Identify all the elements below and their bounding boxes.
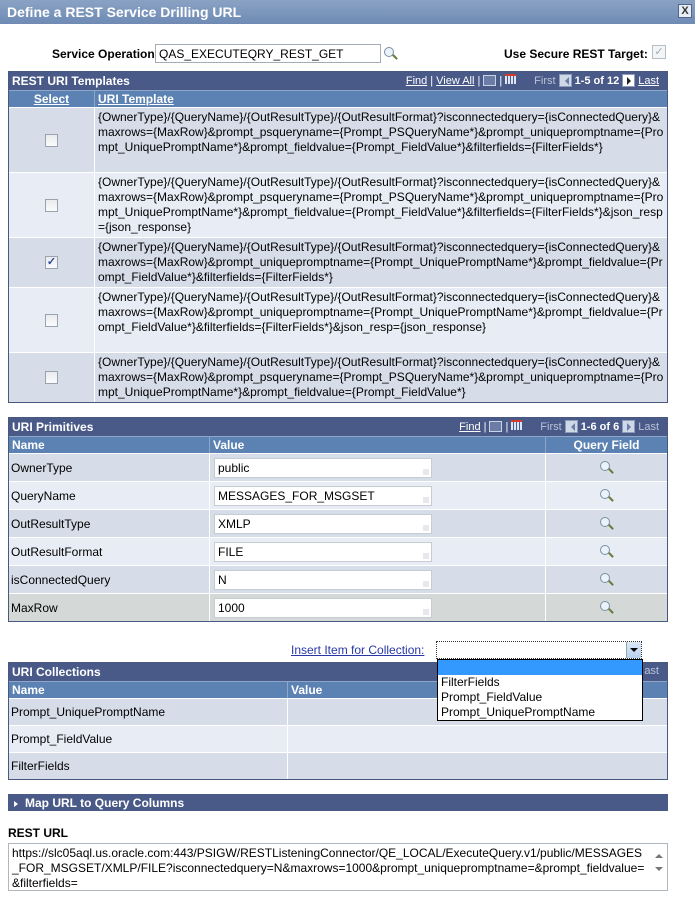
previous-arrow-icon[interactable]	[565, 420, 578, 433]
find-link[interactable]: Find	[405, 74, 428, 87]
expand-triangle-icon	[14, 801, 21, 807]
find-link[interactable]: Find	[459, 420, 481, 433]
uri-template-text: {OwnerType}/{QueryName}/{OutResultType}/{OutResultFormat}?isconnectedquery={isConnectedQuery}&maxrows={MaxRow}&prompt_uniquepromptname={Prompt_UniquePromptName*}&prompt_fieldvalue={Prompt_FieldValue*}&filterfields={FilterFields*}&json_resp={json_response}	[98, 290, 663, 334]
rest-url-value: https://slc05aql.us.oracle.com:443/PSIGW/RESTListeningConnector/QE_LOCAL/ExecuteQuery.v1/public/MESSAGES_FOR_MSGSET/XMLP/FILE?isconnectedquery=N&maxrows=1000&prompt_uniquepromptname=&prompt_fieldvalue=&filterfields=	[12, 846, 645, 890]
textarea-scrollbar[interactable]	[652, 845, 666, 889]
primitive-name: OutResultFormat	[9, 538, 210, 565]
chevron-down-icon[interactable]	[626, 642, 641, 658]
dropdown-option[interactable]: Prompt_FieldValue	[441, 690, 543, 704]
zoom-grid-icon[interactable]	[489, 421, 502, 432]
row-count: 1-5 of 12	[574, 74, 620, 87]
next-arrow-icon[interactable]	[622, 420, 635, 433]
primitive-row	[9, 593, 667, 621]
template-row	[9, 107, 667, 172]
primitive-name: OwnerType	[9, 454, 210, 481]
dialog-title: Define a REST Service Drilling URL	[7, 4, 242, 20]
grid-title: REST URI Templates	[12, 74, 130, 88]
primitive-name: OutResultType	[9, 510, 210, 537]
primitive-value-input[interactable]: XMLP	[214, 514, 432, 534]
primitive-row	[9, 537, 667, 565]
query-field-lookup-icon[interactable]	[600, 545, 614, 559]
uri-template-text: {OwnerType}/{QueryName}/{OutResultType}/{OutResultFormat}?isconnectedquery={isConnectedQuery}&maxrows={MaxRow}&prompt_psqueryname={Prompt_PSQueryName*}&prompt_uniquepromptname={Prompt_UniquePromptName*}&prompt_fieldvalue={Prompt_FieldValue*}	[98, 355, 664, 399]
column-headers	[9, 90, 667, 107]
query-field-lookup-icon[interactable]	[600, 573, 614, 587]
service-operation-row	[0, 43, 695, 65]
query-field-lookup-icon[interactable]	[600, 489, 614, 503]
select-checkbox[interactable]	[45, 314, 58, 327]
grid-title: URI Collections	[12, 665, 101, 679]
secure-rest-checkbox[interactable]: ✓	[652, 45, 666, 59]
column-value: Value	[210, 437, 546, 453]
query-field-lookup-icon[interactable]	[600, 517, 614, 531]
primitive-row	[9, 565, 667, 593]
select-checkbox[interactable]	[45, 134, 58, 147]
dropdown-option[interactable]: FilterFields	[441, 675, 500, 689]
insert-item-row	[0, 640, 695, 660]
next-arrow-icon[interactable]	[622, 74, 635, 87]
secure-rest-label: Use Secure REST Target:	[504, 47, 648, 61]
primitive-name: isConnectedQuery	[9, 566, 210, 593]
rest-url-label: REST URL	[8, 826, 68, 840]
collection-name: Prompt_FieldValue	[9, 726, 288, 752]
service-operation-input[interactable]: QAS_EXECUTEQRY_REST_GET	[155, 44, 381, 63]
uri-template-text: {OwnerType}/{QueryName}/{OutResultType}/{OutResultFormat}?isconnectedquery={isConnectedQuery}&maxrows={MaxRow}&prompt_uniquepromptname={Prompt_UniquePromptName*}&prompt_fieldvalue={Prompt_FieldValue*}&filterfields={FilterFields*}	[98, 240, 663, 284]
select-checkbox[interactable]	[45, 371, 58, 384]
template-row	[9, 237, 667, 287]
column-select[interactable]: Select	[33, 92, 70, 106]
uri-primitives-grid	[8, 417, 668, 622]
scroll-up-icon[interactable]	[655, 850, 663, 858]
grid-navigation: Find | | First 1-6 of 6 Last	[459, 420, 659, 433]
query-field-lookup-icon[interactable]	[600, 461, 614, 475]
download-grid-icon[interactable]	[511, 420, 522, 430]
rest-url-textarea[interactable]	[8, 843, 668, 891]
dropdown-option-blank[interactable]	[438, 660, 642, 675]
grid-title: URI Primitives	[12, 420, 94, 434]
insert-item-options	[437, 659, 643, 721]
collection-row	[9, 725, 667, 752]
collection-row	[9, 752, 667, 779]
select-checkbox[interactable]	[45, 199, 58, 212]
select-checkbox[interactable]: ✓	[46, 256, 57, 268]
uri-template-text: {OwnerType}/{QueryName}/{OutResultType}/{OutResultFormat}?isconnectedquery={isConnectedQuery}&maxrows={MaxRow}&prompt_psqueryname={Prompt_PSQueryName*}&prompt_uniquepromptname={Prompt_UniquePromptName*}&prompt_fieldvalue={Prompt_FieldValue*}&filterfields={FilterFields*}	[98, 110, 664, 154]
insert-item-link[interactable]: Insert Item for Collection:	[291, 643, 425, 657]
collection-value	[288, 726, 667, 752]
view-all-link[interactable]: View All	[436, 74, 475, 87]
service-operation-lookup-icon[interactable]	[384, 47, 398, 61]
scroll-down-icon[interactable]	[655, 867, 663, 875]
primitive-value-input[interactable]: public	[214, 458, 432, 478]
template-row	[9, 352, 667, 402]
column-name: Name	[9, 437, 210, 453]
last-link[interactable]: Last	[638, 74, 659, 87]
primitive-name: QueryName	[9, 482, 210, 509]
collection-name: Prompt_UniquePromptName	[9, 699, 288, 725]
column-uri-template[interactable]: URI Template	[98, 92, 174, 106]
dropdown-option[interactable]: Prompt_UniquePromptName	[441, 705, 596, 719]
rest-uri-templates-grid	[8, 71, 668, 403]
template-row	[9, 172, 667, 237]
column-query-field: Query Field	[573, 438, 640, 452]
grid-navigation	[644, 665, 659, 677]
query-field-lookup-icon[interactable]	[600, 601, 614, 615]
column-value: Value	[291, 683, 323, 697]
primitive-row	[9, 453, 667, 481]
collection-value	[288, 753, 667, 779]
map-url-section-toggle[interactable]	[8, 794, 668, 811]
row-count: 1-6 of 6	[580, 420, 620, 433]
first-label: First	[540, 420, 562, 433]
map-url-label: Map URL to Query Columns	[25, 796, 185, 810]
last-label: ast	[644, 665, 659, 677]
primitive-row	[9, 509, 667, 537]
last-label: Last	[638, 420, 659, 433]
previous-arrow-icon[interactable]	[559, 74, 572, 87]
download-grid-icon[interactable]	[505, 74, 516, 84]
zoom-grid-icon[interactable]	[483, 75, 496, 86]
primitive-value-input[interactable]: 1000	[214, 598, 432, 618]
grid-header	[9, 72, 667, 90]
column-headers	[9, 436, 667, 453]
uri-template-text: {OwnerType}/{QueryName}/{OutResultType}/{OutResultFormat}?isconnectedquery={isConnectedQuery}&maxrows={MaxRow}&prompt_psqueryname={Prompt_PSQueryName*}&prompt_uniquepromptname={Prompt_UniquePromptName*}&prompt_fieldvalue={Prompt_FieldValue*}&filterfields={FilterFields*}&json_resp={json_response}	[98, 175, 664, 234]
insert-item-dropdown[interactable]	[436, 641, 642, 659]
grid-navigation: Find | View All | | First 1-5 of 12 Last	[405, 74, 659, 87]
primitive-value-input[interactable]: FILE	[214, 542, 432, 562]
close-icon[interactable]: X	[678, 4, 692, 18]
primitive-row	[9, 481, 667, 509]
primitive-value-input[interactable]: MESSAGES_FOR_MSGSET	[214, 486, 432, 506]
grid-header	[9, 418, 667, 436]
primitive-name: MaxRow	[9, 594, 210, 621]
collection-name: FilterFields	[9, 753, 288, 779]
template-row	[9, 287, 667, 352]
column-name: Name	[9, 682, 288, 698]
service-operation-label: Service Operation	[52, 47, 155, 61]
dialog-title-bar	[0, 0, 695, 24]
first-label: First	[534, 74, 556, 87]
primitive-value-input[interactable]: N	[214, 570, 432, 590]
